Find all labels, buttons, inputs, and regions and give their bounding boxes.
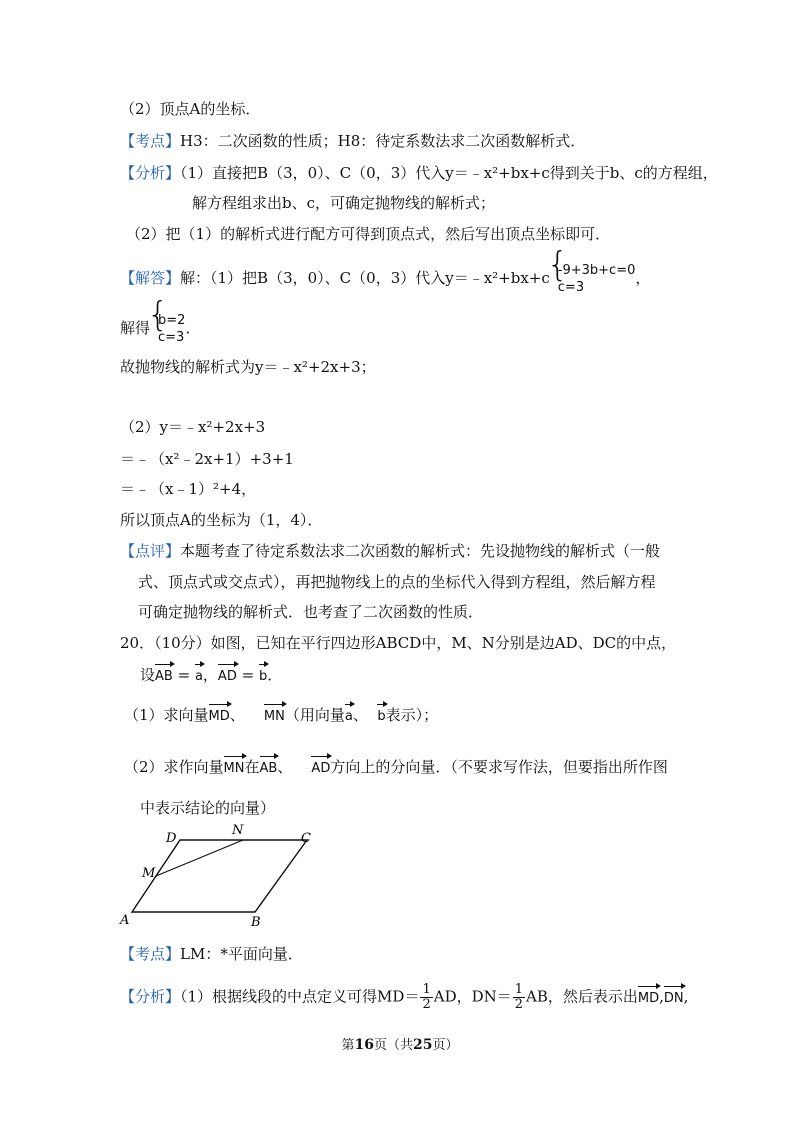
fenxi-2: 【分析】（1）根据线段的中点定义可得MD＝ $\frac{1}{2}$ AD，DN＝ $\frac{1}{2}$ AB，然后表示出MD,DN,	[120, 982, 689, 1012]
fenxi-text: （1）根据线段的中点定义可得MD＝	[180, 987, 420, 1006]
kaodian-1	[120, 130, 585, 152]
equation-system	[550, 262, 636, 296]
fenxi-line: （1）直接把B（3，0）、C（0，3）代入y＝﹣x²+bx+c得到关于b、c的方程组，	[180, 164, 718, 182]
conclusion-line: 故抛物线的解析式为y＝﹣x²+2x+3；	[120, 358, 376, 376]
dianping-line: 式、顶点式或交点式），再把抛物线上的点的坐标代入得到方程组，然后解方程	[138, 573, 656, 591]
jiede-line: 解得 { b=2 c=3 ．	[120, 312, 200, 346]
equation-row: { b=2	[158, 313, 186, 328]
step-line: 所以顶点A的坐标为（1，4）．	[120, 511, 323, 529]
q-text: 、	[229, 706, 245, 724]
question-20-part2-cont: 中表示结论的向量）	[140, 799, 276, 817]
fenxi-1	[120, 162, 718, 184]
label-a: A	[120, 913, 130, 928]
equation-row: c=3	[557, 280, 585, 295]
jiede-label: 解得	[120, 319, 151, 337]
jieda-tag: 【解答】	[120, 269, 181, 287]
fraction-half: $\frac{1}{2}$	[514, 982, 524, 1012]
step-line: ＝﹣（x²﹣2x+1）+3+1	[120, 450, 294, 468]
q-text: 表示）；	[385, 706, 439, 724]
parallelogram-figure	[115, 820, 325, 930]
dianping-line: 可确定抛物线的解析式．也考查了二次函数的性质．	[138, 603, 484, 621]
kaodian-text: H3：二次函数的性质；H8：待定系数法求二次函数解析式．	[180, 132, 586, 150]
q-text: 方向上的分向量．（不要求写作法，但要指出所作图	[330, 758, 668, 776]
fenxi-tag: 【分析】	[120, 987, 181, 1006]
fenxi-line: 解方程组求出b、c，可确定抛物线的解析式；	[192, 194, 496, 212]
q-text: （2）求作向量	[124, 758, 224, 776]
vector-b: b	[259, 666, 267, 688]
fenxi-tag: 【分析】	[120, 164, 181, 182]
vector-ad: AD	[311, 758, 330, 780]
kaodian-text: LM：*平面向量．	[180, 945, 303, 963]
q-text: 在	[244, 758, 260, 776]
q-text: 、	[352, 706, 368, 724]
q-text: 、	[277, 758, 293, 776]
question-20: 20．（10分）如图，已知在平行四边形ABCD中，M、N分别是边AD、DC的中点，	[120, 634, 677, 652]
part2-heading: （2）顶点A的坐标．	[120, 100, 261, 118]
parallelogram-abcd	[132, 840, 307, 912]
label-m: M	[142, 866, 156, 881]
step-line: （2）y＝﹣x²+2x+3	[120, 418, 266, 436]
vector-dn: DN	[664, 988, 684, 1010]
page-total: 25	[413, 1037, 433, 1053]
dianping-line: 本题考查了待定系数法求二次函数的解析式：先设抛物线的解析式（一般	[180, 542, 661, 560]
vector-mn: MN	[224, 758, 245, 780]
vector-md: MD	[638, 988, 659, 1010]
q-text: （1）求向量	[124, 706, 209, 724]
question-20-vectors: 设AB = a，AD = b．	[140, 664, 282, 688]
equation-row: c=3	[158, 330, 185, 345]
jieda-text: 解：（1）把B（3，0）、C（0，3）代入y＝﹣x²+bx+c	[180, 269, 550, 287]
vector-a: a	[195, 666, 203, 688]
vector-ab: AB	[260, 758, 278, 780]
fenxi-text: AD，DN＝	[433, 987, 512, 1006]
fraction-half: $\frac{1}{2}$	[422, 982, 431, 1012]
question-20-part2	[124, 756, 668, 780]
vector-ad: AD	[218, 666, 237, 688]
q-text: （用向量	[284, 706, 345, 724]
solution-system	[150, 312, 185, 346]
kaodian-tag: 【考点】	[120, 945, 181, 963]
vector-a: a	[345, 706, 353, 728]
vector-md: MD	[209, 706, 230, 728]
fenxi-line: （2）把（1）的解析式进行配方可得到顶点式，然后写出顶点坐标即可．	[126, 225, 611, 243]
label-b: B	[251, 915, 261, 930]
vector-b: b	[377, 706, 385, 728]
kaodian-tag: 【考点】	[120, 132, 181, 150]
dianping	[120, 540, 660, 562]
set-label: 设	[140, 666, 156, 684]
vector-ab: AB	[155, 666, 173, 688]
fenxi-text: AB，然后表示出	[526, 987, 638, 1006]
label-n: N	[232, 823, 244, 838]
label-d: D	[166, 831, 177, 846]
kaodian-2	[120, 943, 303, 965]
page-footer: 第16页（共25页）	[341, 1037, 459, 1053]
label-c: C	[301, 831, 311, 846]
page-number: 16	[354, 1037, 374, 1053]
step-line: ＝﹣（x﹣1）²+4，	[120, 480, 257, 498]
vector-mn: MN	[264, 706, 285, 728]
jieda-1: 【解答】解：（1）把B（3，0）、C（0，3）代入y＝﹣x²+bx+c { -9+3b+c=0 c=3 ，	[120, 262, 650, 296]
equation-row: { -9+3b+c=0	[557, 263, 636, 278]
dianping-tag: 【点评】	[120, 542, 181, 560]
question-20-part1	[124, 704, 438, 728]
